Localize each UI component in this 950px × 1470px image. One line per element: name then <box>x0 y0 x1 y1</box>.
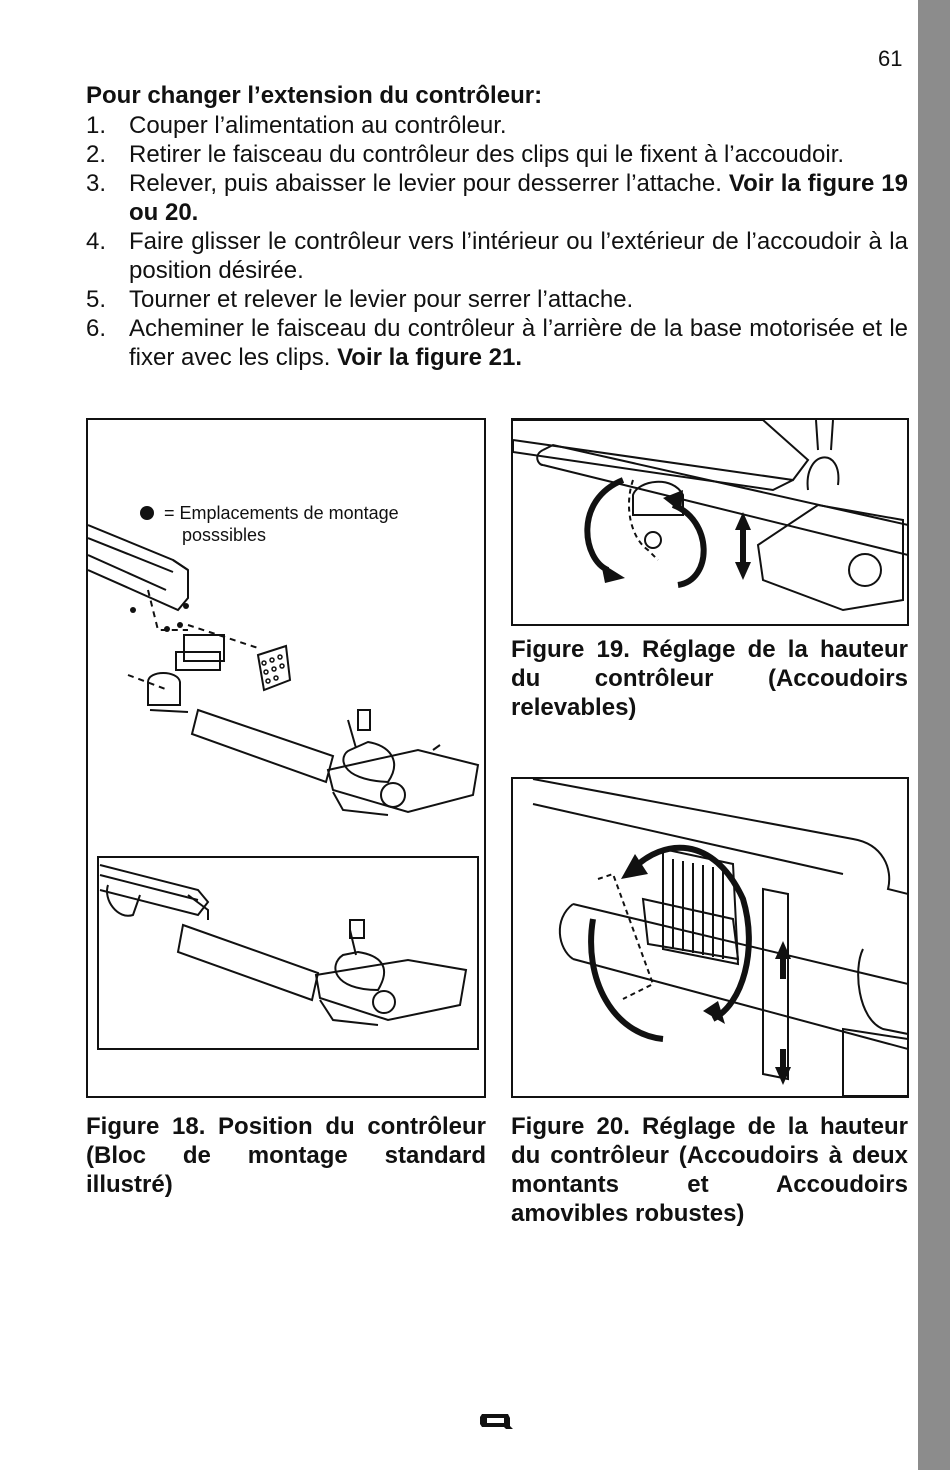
step-number: 4. <box>86 228 107 255</box>
figure-19-image <box>511 418 909 626</box>
step-figure-ref: Voir la figure 19 ou 20. <box>129 170 908 226</box>
armrest-double-post-drawing <box>513 779 907 1096</box>
armrest-flipup-drawing <box>513 420 907 624</box>
dot-icon <box>140 506 154 520</box>
step-item <box>86 314 908 372</box>
step-number: 3. <box>86 170 107 197</box>
step-number: 5. <box>86 286 107 313</box>
steps-list <box>86 111 908 372</box>
q-logo-icon <box>478 1410 514 1437</box>
step-text: Tourner et relever le levier pour serrer l’attache. <box>129 286 634 313</box>
step-figure-ref: Voir la figure 21. <box>337 344 523 371</box>
step-text: Couper l’alimentation au contrôleur. <box>129 112 507 139</box>
step-text: Acheminer le faisceau du contrôleur à l’arrière de la base motorisée et le fixer avec les clips. <box>129 315 908 371</box>
figure-18-legend <box>140 502 399 546</box>
figure-20-image <box>511 777 909 1098</box>
step-item <box>86 111 908 140</box>
step-item <box>86 285 908 314</box>
figure-20-caption: Figure 20. Réglage de la hauteur du contrôleur (Accoudoirs à deux montants et Accoudoirs amovibles robustes) <box>511 1113 908 1227</box>
step-item <box>86 227 908 285</box>
legend-text-line1: = Emplacements de montage <box>164 503 399 523</box>
page-number: 61 <box>878 46 903 71</box>
section-title: Pour changer l’extension du contrôleur: <box>86 82 543 109</box>
step-number: 6. <box>86 315 107 342</box>
step-item <box>86 140 908 169</box>
step-text: Faire glisser le contrôleur vers l’intérieur ou l’extérieur de l’accoudoir à la position désirée. <box>129 228 908 284</box>
step-number: 1. <box>86 112 107 139</box>
step-number: 2. <box>86 141 107 168</box>
step-item <box>86 169 908 227</box>
legend-text-line2: posssibles <box>182 525 267 545</box>
step-text: Retirer le faisceau du contrôleur des clips qui le fixent à l’accoudoir. <box>129 141 845 168</box>
figure-19-caption: Figure 19. Réglage de la hauteur du contrôleur (Accoudoirs relevables) <box>511 636 908 721</box>
step-text: Relever, puis abaisser le levier pour desserrer l’attache. <box>129 170 729 197</box>
side-tab <box>918 0 950 1470</box>
figure-18-caption: Figure 18. Position du contrôleur (Bloc de montage standard illustré) <box>86 1113 486 1198</box>
